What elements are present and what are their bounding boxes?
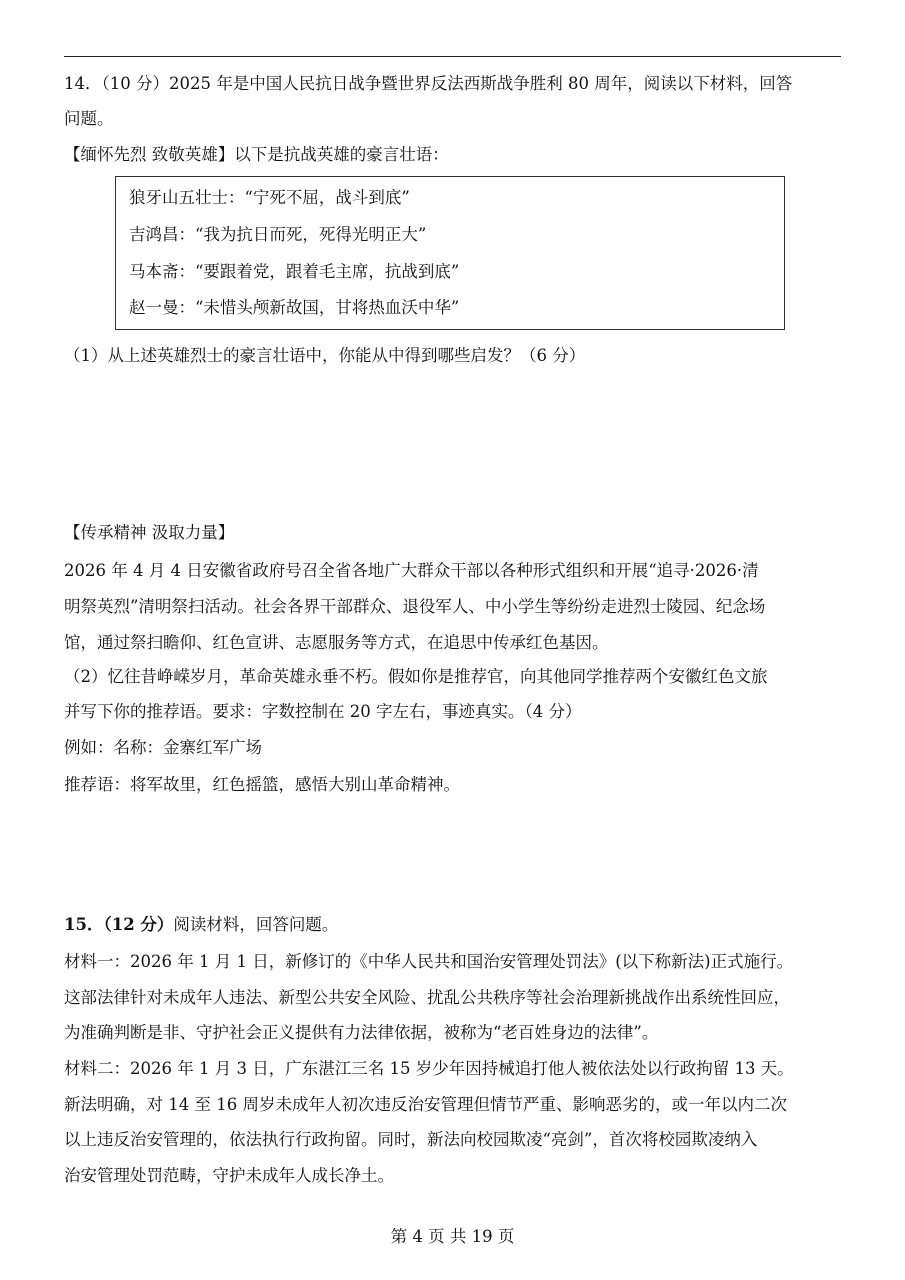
example-name: 例如：名称：金寨红军广场 xyxy=(64,738,262,757)
material-1-line: 材料一：2026 年 1 月 1 日，新修订的《中华人民共和国治安管理处罚法》(以下称新法)正式施行。 xyxy=(64,952,794,971)
material-2-line: 治安管理处罚范畴，守护未成年人成长净土。 xyxy=(64,1166,394,1185)
header-rule xyxy=(64,56,841,57)
heroes-quote-box xyxy=(115,176,785,330)
paragraph-line: 2026 年 4 月 4 日安徽省政府号召全省各地广大群众干部以各种形式组织和开展“追寻·2026·清 xyxy=(64,561,759,580)
example-recommendation: 推荐语：将军故里，红色摇篮，感悟大别山革命精神。 xyxy=(64,775,460,794)
material-1-line: 为准确判断是非、守护社会正义提供有力法律依据，被称为“老百姓身边的法律”。 xyxy=(64,1023,659,1042)
paragraph-line: 馆，通过祭扫瞻仰、红色宣讲、志愿服务等方式，在追思中传承红色基因。 xyxy=(64,633,609,652)
q15-instruction: 阅读材料，回答问题。 xyxy=(173,915,339,934)
quote-item: 马本斋：“要跟着党，跟着毛主席，抗战到底” xyxy=(129,262,460,281)
quote-item: 狼牙山五壮士：“宁死不屈，战斗到底” xyxy=(129,188,410,207)
section-heading-inherit-spirit: 【传承精神 汲取力量】 xyxy=(64,523,235,542)
material-2-line: 材料二：2026 年 1 月 3 日，广东湛江三名 15 岁少年因持械追打他人被依法处以行政拘留 13 天。 xyxy=(64,1059,794,1078)
q15-number: 15．（12 分） xyxy=(64,915,174,934)
material-2-line: 以上违反治安管理的，依法执行行政拘留。同时，新法向校园欺凌“亮剑”，首次将校园欺凌纳入 xyxy=(64,1130,758,1149)
sub-question-2-line2: 并写下你的推荐语。要求：字数控制在 20 字左右，事迹真实。（4 分） xyxy=(64,702,582,721)
quote-item: 吉鸿昌：“我为抗日而死，死得光明正大” xyxy=(129,225,427,244)
q15-heading xyxy=(64,914,338,936)
material-1-line: 这部法律针对未成年人违法、新型公共安全风险、扰乱公共秩序等社会治理新挑战作出系统性回应， xyxy=(64,988,790,1007)
paragraph-line: 明祭英烈”清明祭扫活动。社会各界干部群众、退役军人、中小学生等纷纷走进烈士陵园、纪念场 xyxy=(64,597,766,616)
q14-intro-line2: 问题。 xyxy=(64,109,114,128)
material-2-line: 新法明确，对 14 至 16 周岁未成年人初次违反治安管理但情节严重、影响恶劣的，或一年以内二次 xyxy=(64,1095,787,1114)
quote-item: 赵一曼：“未惜头颅新故国，甘将热血沃中华” xyxy=(129,298,460,317)
sub-question-2-line1: （2）忆往昔峥嵘岁月，革命英雄永垂不朽。假如你是推荐官，向其他同学推荐两个安徽红色文旅 xyxy=(64,667,768,686)
sub-question-1: （1）从上述英雄烈士的豪言壮语中，你能从中得到哪些启发？（6 分） xyxy=(64,346,586,365)
page-footer: 第 4 页 共 19 页 xyxy=(390,1227,515,1246)
section-heading-remember-martyrs: 【缅怀先烈 致敬英雄】以下是抗战英雄的豪言壮语： xyxy=(64,145,449,164)
q14-intro-line1: 14．（10 分）2025 年是中国人民抗日战争暨世界反法西斯战争胜利 80 周年，阅读以下材料，回答 xyxy=(64,74,793,93)
